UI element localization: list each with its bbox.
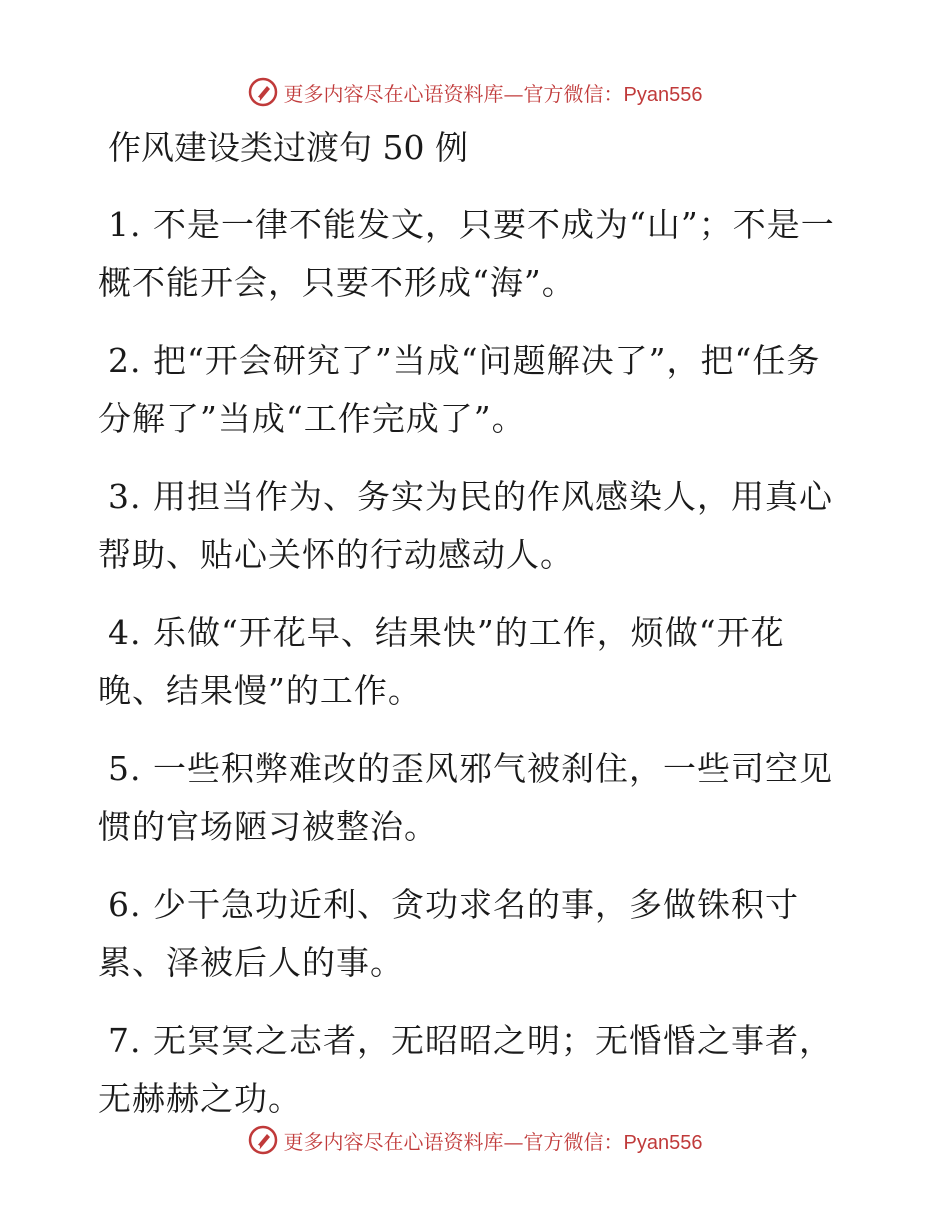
list-item: 7. 无冥冥之志者，无昭昭之明；无惛惛之事者，无赫赫之功。 <box>98 1021 833 1118</box>
pen-nib-logo-icon <box>248 77 278 107</box>
list-item: 4. 乐做“开花早、结果快”的工作，烦做“开花晚、结果慢”的工作。 <box>98 613 785 710</box>
footer-watermark-banner <box>0 1120 950 1160</box>
item-list <box>98 196 838 1148</box>
document-title: 作风建设类过渡句 50 例 <box>108 128 468 167</box>
list-item: 5. 一些积弊难改的歪风邪气被刹住，一些司空见惯的官场陋习被整治。 <box>98 749 833 846</box>
pen-nib-logo-icon <box>248 1125 278 1155</box>
list-item: 2. 把“开会研究了”当成“问题解决了”，把“任务分解了”当成“工作完成了”。 <box>98 341 821 438</box>
wechat-id: Pyan556 <box>623 83 703 106</box>
wechat-id: Pyan556 <box>623 1131 703 1154</box>
banner-text: 更多内容尽在心语资料库—官方微信：Pyan556 <box>283 81 703 106</box>
list-item: 1. 不是一律不能发文，只要不成为“山”；不是一概不能开会，只要不形成“海”。 <box>98 205 835 302</box>
header-watermark-banner <box>0 72 950 112</box>
list-item: 3. 用担当作为、务实为民的作风感染人，用真心帮助、贴心关怀的行动感动人。 <box>98 477 833 574</box>
banner-text: 更多内容尽在心语资料库—官方微信：Pyan556 <box>283 1129 703 1154</box>
list-item: 6. 少干急功近利、贪功求名的事，多做铢积寸累、泽被后人的事。 <box>98 885 799 982</box>
